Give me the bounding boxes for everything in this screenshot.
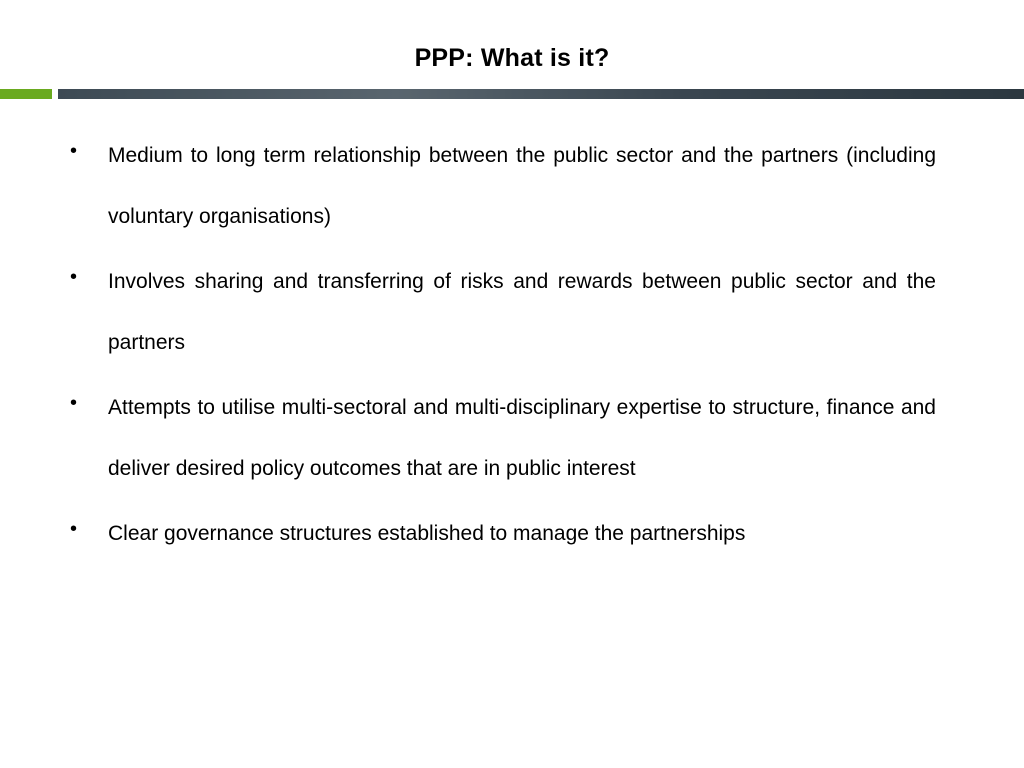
bullet-item [68, 125, 936, 247]
bullet-item [68, 503, 936, 564]
slide-title: PPP: What is it? [414, 44, 610, 72]
green-accent-bar [0, 89, 52, 99]
bullet-icon: • [70, 140, 78, 162]
bullet-text: Clear governance structures established to manage the partnerships [108, 522, 746, 545]
dark-header-bar [58, 89, 1024, 99]
bullet-item [68, 377, 936, 499]
bullet-icon: • [70, 392, 78, 414]
bullet-text: Involves sharing and transferring of risks and rewards between public sector and the partners [108, 270, 936, 354]
bullet-item [68, 251, 936, 373]
bullet-icon: • [70, 266, 78, 288]
bullet-text: Attempts to utilise multi-sectoral and multi-disciplinary expertise to structure, finance and deliver desired policy outcomes that are in public interest [108, 396, 936, 480]
bullet-icon: • [70, 518, 78, 540]
bullet-list [68, 125, 936, 568]
bullet-text: Medium to long term relationship between the public sector and the partners (including voluntary organisations) [108, 144, 936, 228]
